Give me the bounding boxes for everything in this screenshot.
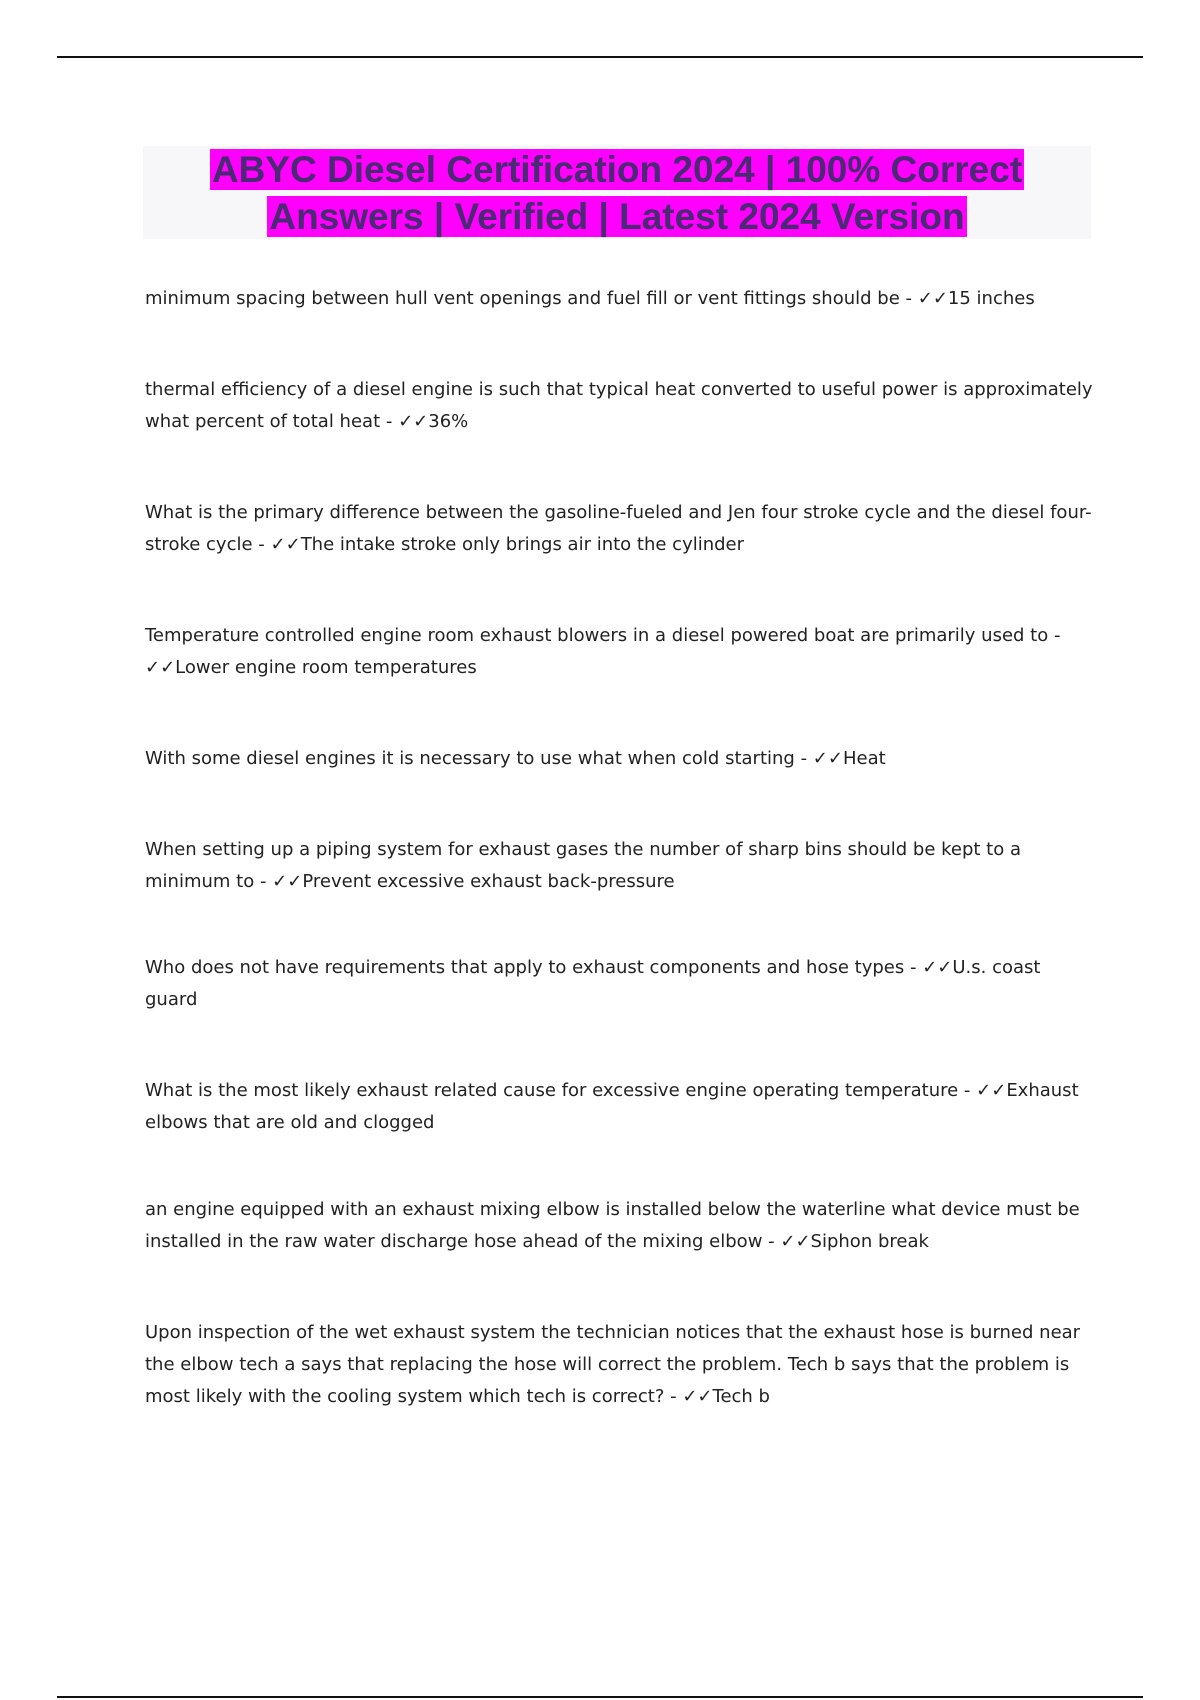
qa-item [145,834,1095,898]
separator: - [664,1386,683,1407]
question-text: When setting up a piping system for exhaust gases the number of sharp bins should be kept to a minimum to [145,839,1022,892]
answer-text: U.s. coast guard [145,957,1041,1010]
answer-text: Tech b [712,1386,770,1407]
separator: - [904,957,923,978]
question-text: Temperature controlled engine room exhaust blowers in a diesel powered boat are primarily used to [145,625,1049,646]
separator: - [762,1231,781,1252]
document-title [143,146,1091,239]
answer-text: Exhaust elbows that are old and clogged [145,1080,1079,1133]
separator: - [958,1080,977,1101]
title-line-1 [143,146,1091,193]
title-line-2-text: Answers | Verified | Latest 2024 Version [269,196,965,237]
answer-text: 36% [428,411,469,432]
answer-text: Heat [842,748,886,769]
separator: - [794,748,813,769]
checkmark-icon: ✓✓ [917,288,948,309]
answer-text: 15 inches [947,288,1035,309]
answer-text: Prevent excessive exhaust back-pressure [302,871,675,892]
checkmark-icon: ✓✓ [682,1386,713,1407]
question-text: What is the primary difference between the gasoline-fueled and Jen four stroke cycle and the diesel four-stroke cycle [145,502,1092,555]
checkmark-icon: ✓✓ [272,871,303,892]
qa-item [145,1317,1095,1413]
qa-item [145,1194,1095,1258]
title-line-1-text: ABYC Diesel Certification 2024 | 100% Correct [211,149,1023,190]
separator: - [252,534,271,555]
separator: - [899,288,918,309]
question-text: an engine equipped with an exhaust mixing elbow is installed below the waterline what device must be installed in the raw water discharge hose ahead of the mixing elbow [145,1199,1080,1252]
title-line-2 [143,193,1091,240]
qa-item [145,620,1095,684]
qa-item [145,743,1095,775]
question-text: Upon inspection of the wet exhaust system the technician notices that the exhaust hose is burned near the elbow tech a says that replacing the hose will correct the problem. Tech b says that the problem is most likely with the cooling system which tech is correct? [145,1322,1081,1407]
answer-text: Lower engine room temperatures [175,657,477,678]
checkmark-icon: ✓✓ [398,411,429,432]
checkmark-icon: ✓✓ [270,534,301,555]
separator: - [254,871,273,892]
question-text: thermal efficiency of a diesel engine is such that typical heat converted to useful power is approximately what percent of total heat [145,379,1093,432]
checkmark-icon: ✓✓ [780,1231,811,1252]
question-text: minimum spacing between hull vent openings and fuel fill or vent fittings should be [145,288,900,309]
checkmark-icon: ✓✓ [145,657,176,678]
question-text: Who does not have requirements that apply to exhaust components and hose types [145,957,905,978]
top-rule [57,56,1143,58]
checkmark-icon: ✓✓ [812,748,843,769]
separator: - [1048,625,1061,646]
qa-item [145,952,1095,1016]
qa-item [145,1075,1095,1139]
question-text: With some diesel engines it is necessary to use what when cold starting [145,748,795,769]
separator: - [380,411,399,432]
qa-item [145,497,1095,561]
answer-text: Siphon break [810,1231,929,1252]
bottom-rule [57,1696,1143,1698]
qa-item [145,283,1095,315]
checkmark-icon: ✓✓ [976,1080,1007,1101]
checkmark-icon: ✓✓ [922,957,953,978]
question-text: What is the most likely exhaust related cause for excessive engine operating temperature [145,1080,959,1101]
answer-text: The intake stroke only brings air into the cylinder [300,534,745,555]
qa-item [145,374,1095,438]
